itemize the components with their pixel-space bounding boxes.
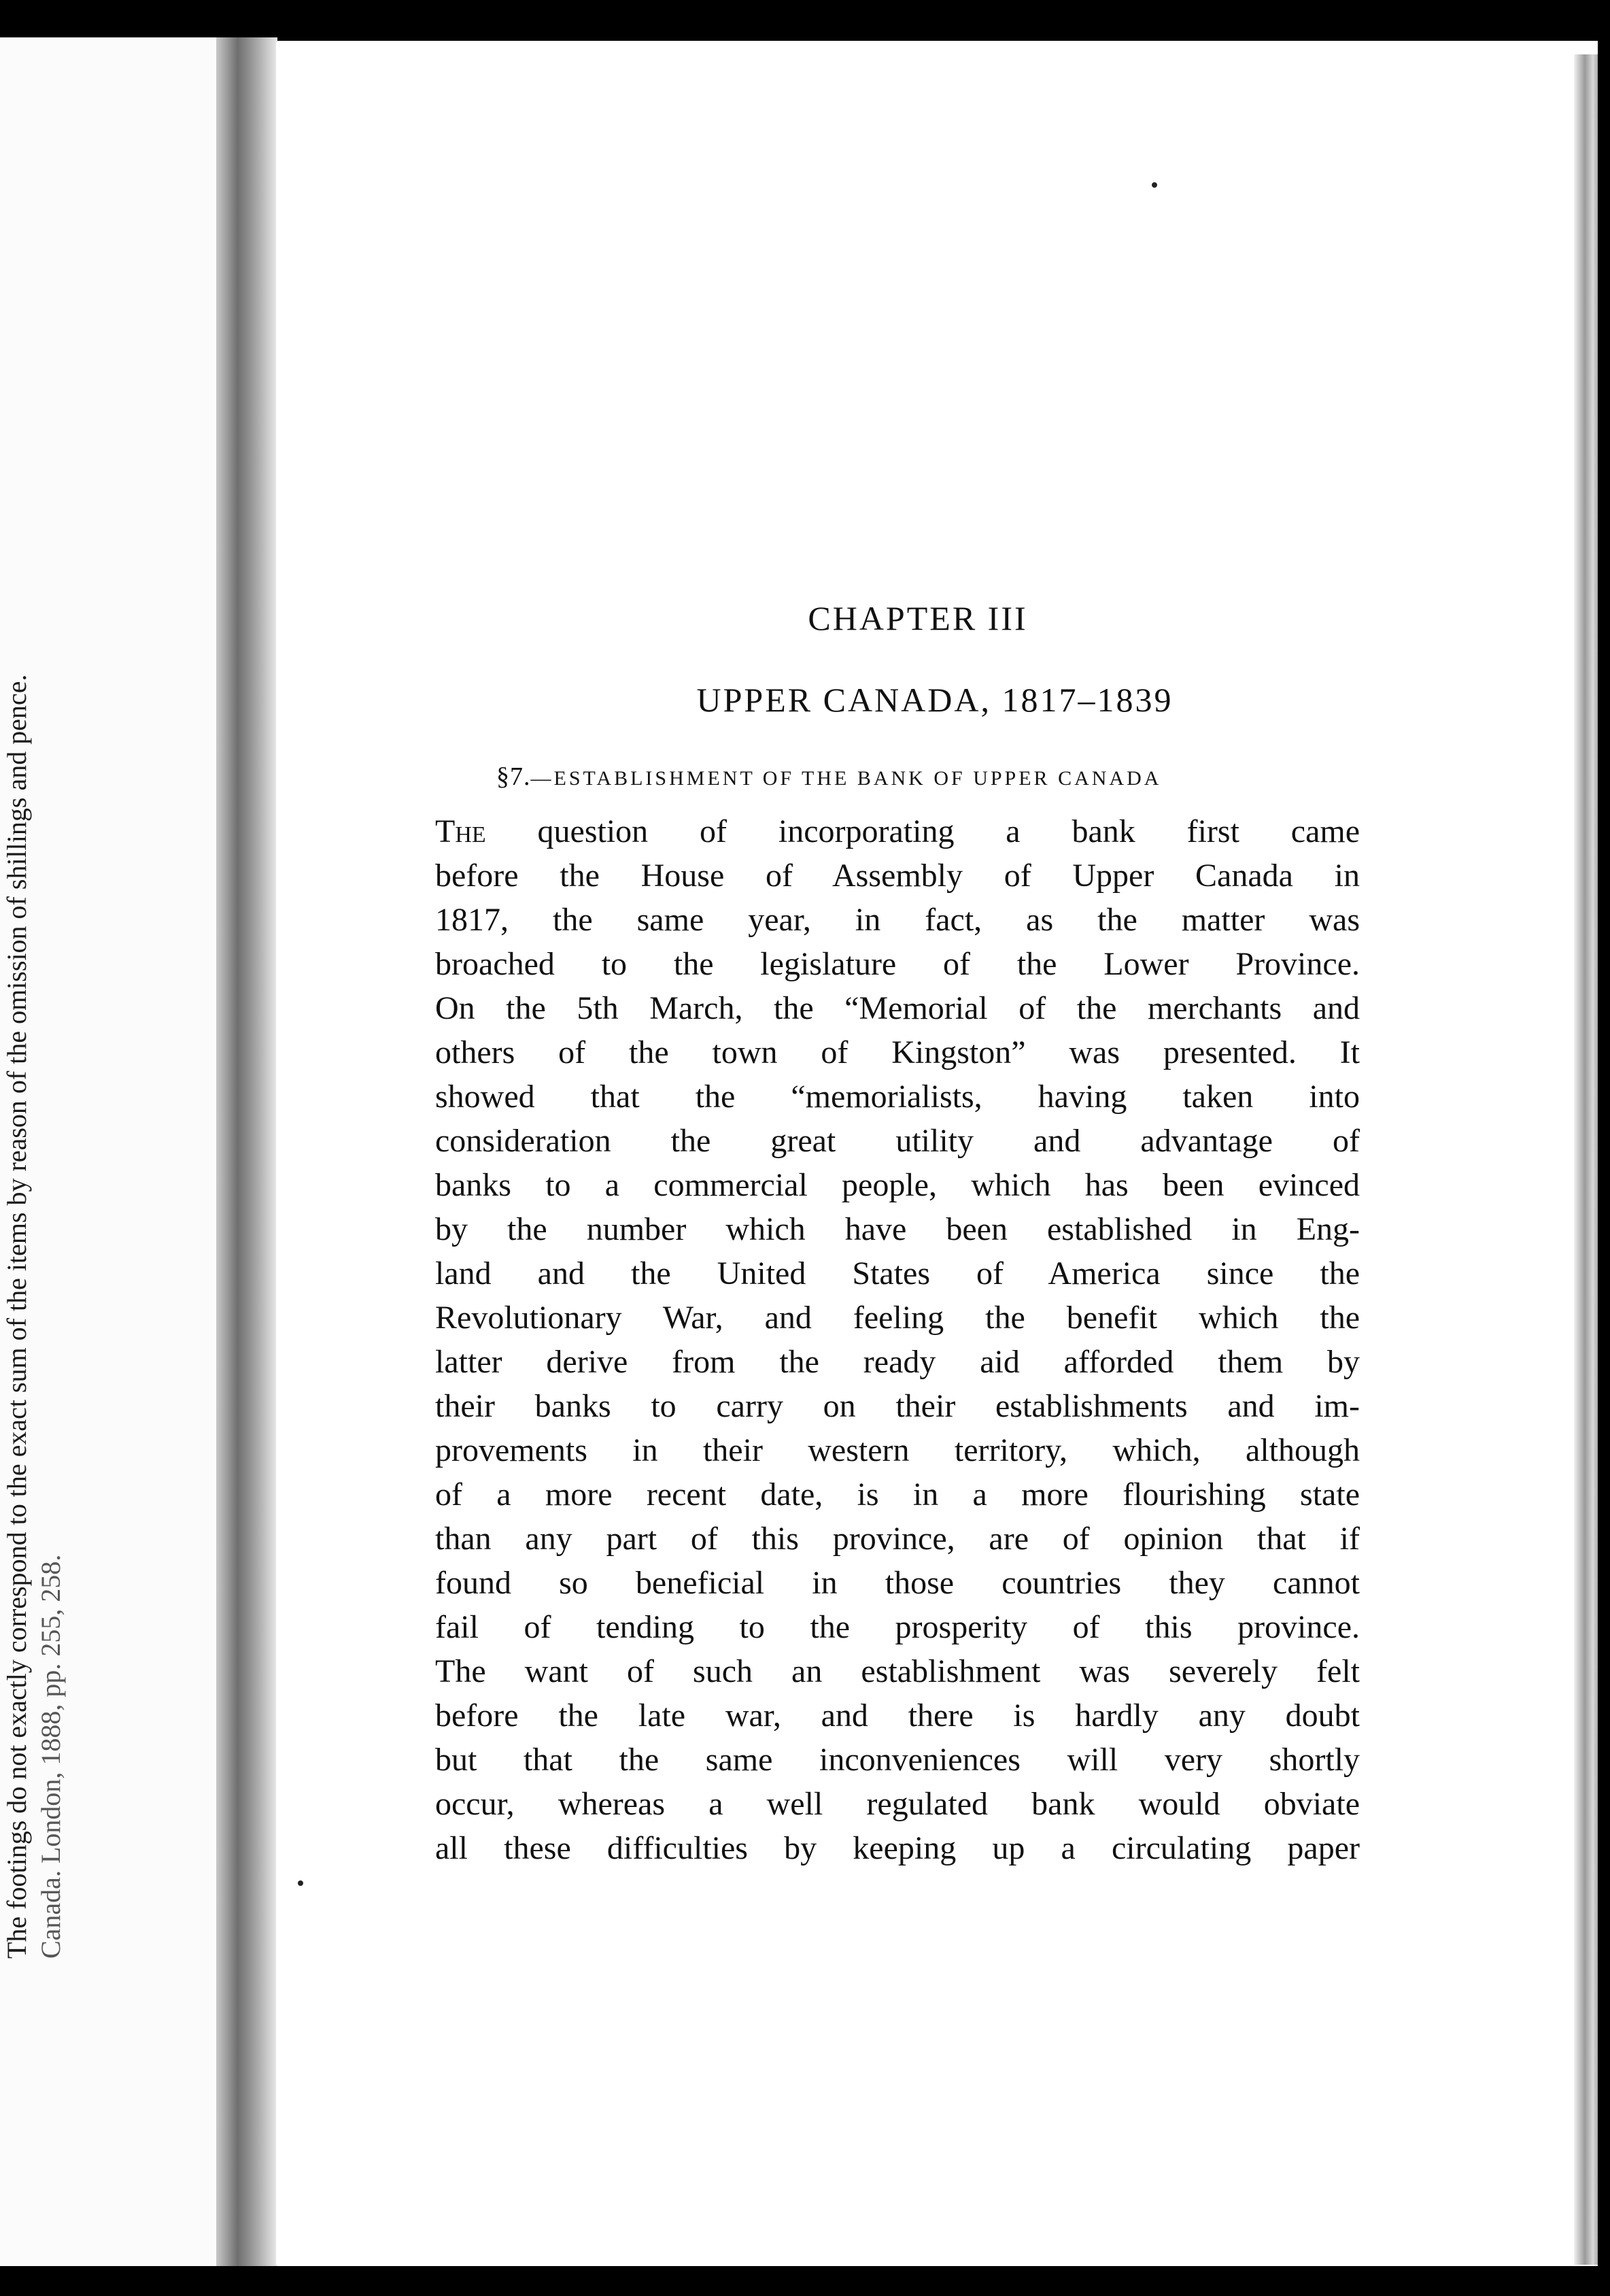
scan-top-border — [0, 0, 1610, 41]
text-line: land and the United States of America since the — [435, 1255, 1360, 1292]
text-line: 1817, the same year, in fact, as the matter was — [435, 902, 1360, 938]
scan-right-border — [1598, 0, 1610, 2296]
book-gutter — [216, 37, 277, 2268]
text-line: occur, whereas a well regulated bank would obviate — [435, 1786, 1360, 1822]
scan-bottom-border — [0, 2266, 1610, 2296]
text-line — [435, 809, 1360, 854]
page-edge — [1574, 54, 1601, 2265]
section-heading — [496, 762, 1373, 792]
text-line: before the late war, and there is hardly any doubt — [435, 1698, 1360, 1734]
text-line: broached to the legislature of the Lower Province. — [435, 946, 1360, 982]
text-line: others of the town of Kingston” was presented. It — [435, 1034, 1360, 1070]
chapter-heading: CHAPTER III — [808, 599, 1028, 637]
text-line-content: question of incorporating a bank first came — [537, 813, 1360, 849]
text-line: found so beneficial in those countries they cannot — [435, 1565, 1360, 1601]
text-line: fail of tending to the prosperity of this province. — [435, 1609, 1360, 1645]
chapter-subtitle: UPPER CANADA, 1817–1839 — [696, 681, 1174, 719]
text-line: banks to a commercial people, which has been evinced — [435, 1167, 1360, 1203]
speck — [298, 1880, 303, 1886]
text-line: showed that the “memorialists, having taken into — [435, 1079, 1360, 1115]
body-paragraph — [435, 809, 1360, 1870]
text-line: On the 5th March, the “Memorial of the merchants and — [435, 990, 1360, 1026]
text-line: all these difficulties by keeping up a circulating paper — [435, 1830, 1360, 1866]
text-line: before the House of Assembly of Upper Canada in — [435, 858, 1360, 894]
text-line: but that the same inconveniences will very shortly — [435, 1742, 1360, 1778]
text-line: by the number which have been established in Eng- — [435, 1211, 1360, 1247]
text-line: latter derive from the ready aid afforded them by — [435, 1344, 1360, 1380]
left-page-footnote — [0, 585, 75, 1959]
speck — [1152, 182, 1157, 188]
text-line: provements in their western territory, which, although — [435, 1432, 1360, 1468]
section-title: —ESTABLISHMENT OF THE BANK OF UPPER CANADA — [530, 767, 1162, 790]
text-line: than any part of this province, are of opinion that if — [435, 1521, 1360, 1557]
text-line: Revolutionary War, and feeling the benefit which the — [435, 1300, 1360, 1336]
left-page-line: Canada. London, 1888, pp. 255, 258. — [35, 1554, 66, 1959]
text-line: consideration the great utility and advantage of — [435, 1123, 1360, 1159]
text-line: their banks to carry on their establishments and im- — [435, 1388, 1360, 1424]
first-word: The — [435, 813, 486, 849]
text-line: of a more recent date, is in a more flourishing state — [435, 1476, 1360, 1513]
text-line: The want of such an establishment was severely felt — [435, 1653, 1360, 1689]
section-number: §7. — [496, 762, 531, 791]
left-page-line: The footings do not exactly correspond to the exact sum of the items by reason of the omission of shillings and pence. — [1, 674, 32, 1959]
